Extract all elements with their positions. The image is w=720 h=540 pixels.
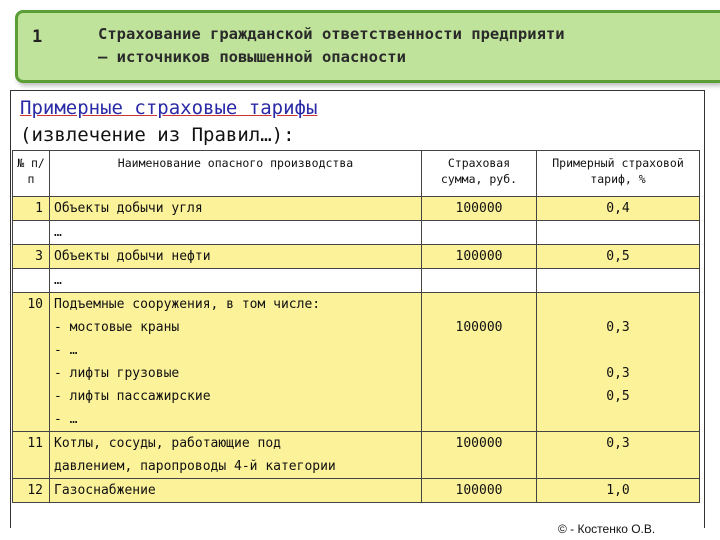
cell-sum (422, 269, 537, 293)
slide-number: 1 (32, 27, 43, 47)
cell-num (13, 197, 50, 221)
cell-name-line: - лифты пассажирские (54, 389, 211, 404)
cell-name (50, 269, 422, 293)
cell-name-line: - лифты грузовые (54, 366, 180, 381)
cell-rate (537, 197, 700, 221)
cell-num-value: 11 (27, 436, 43, 451)
cell-num-value: 3 (35, 249, 43, 264)
section-heading (20, 95, 317, 149)
table-row (13, 269, 700, 293)
cell-sum-line (426, 269, 532, 292)
cell-name (50, 245, 422, 269)
cell-sum (422, 432, 537, 479)
slide-title-line-2: – источников повышенной опасности (98, 48, 406, 66)
cell-rate-line: 0,5 (606, 389, 630, 404)
cell-num-value: 1 (35, 201, 43, 216)
cell-num-value (17, 221, 43, 244)
table-row (13, 479, 700, 503)
cell-name-line: - мостовые краны (54, 320, 180, 335)
cell-name (50, 221, 422, 245)
cell-name-line: Объекты добычи нефти (54, 249, 211, 264)
cell-sum-line (426, 221, 532, 244)
cell-rate (537, 245, 700, 269)
cell-name (50, 432, 422, 479)
title-banner (15, 10, 720, 83)
cell-sum (422, 221, 537, 245)
cell-rate-line (541, 408, 695, 431)
cell-num (13, 432, 50, 479)
cell-sum (422, 245, 537, 269)
cell-rate-line: 1,0 (606, 483, 630, 498)
cell-num (13, 221, 50, 245)
cell-name-line: - … (54, 343, 78, 358)
header-name: Наименование опасного производства (50, 151, 422, 197)
cell-sum (422, 197, 537, 221)
cell-sum-line: 100000 (455, 249, 503, 264)
cell-rate-line (541, 293, 695, 316)
cell-name (50, 293, 422, 432)
table-row (13, 245, 700, 269)
cell-sum-line: 100000 (455, 483, 503, 498)
cell-num-value: 12 (27, 483, 43, 498)
cell-sum-line: 100000 (455, 201, 503, 216)
cell-rate (537, 479, 700, 503)
slide-title-line-1: Страхование гражданской ответственности предприяти (98, 25, 565, 43)
cell-sum (422, 293, 537, 432)
cell-rate-line: 0,3 (606, 436, 630, 451)
slide-title (98, 23, 565, 69)
cell-rate-line: 0,5 (606, 249, 630, 264)
tariffs-table (12, 150, 700, 503)
cell-name-line: Котлы, сосуды, работающие под (54, 436, 281, 451)
table-row (13, 197, 700, 221)
cell-num (13, 293, 50, 432)
cell-sum-line (426, 455, 532, 478)
cell-name-line: давлением, паропроводы 4-й категории (54, 459, 336, 474)
cell-num-value: 10 (27, 297, 43, 312)
cell-sum-line (426, 362, 532, 385)
header-num: № п/п (13, 151, 50, 197)
cell-rate (537, 221, 700, 245)
cell-sum-line: 100000 (455, 320, 503, 335)
cell-name (50, 479, 422, 503)
cell-name-line: … (54, 273, 62, 288)
cell-sum-line (426, 339, 532, 362)
cell-sum-line (426, 293, 532, 316)
cell-name-line: Газоснабжение (54, 483, 156, 498)
cell-name-line: Объекты добычи угля (54, 201, 203, 216)
cell-name-line: Подъемные сооружения, в том числе: (54, 297, 321, 312)
cell-rate-line: 0,3 (606, 366, 630, 381)
cell-rate-line: 0,3 (606, 320, 630, 335)
table-body (13, 197, 700, 503)
cell-name-line: … (54, 225, 62, 240)
cell-num-value (17, 269, 43, 292)
cell-rate-line (541, 269, 695, 292)
cell-name-line: - … (54, 412, 78, 427)
header-rate: Примерный страховой тариф, % (537, 151, 700, 197)
cell-rate (537, 432, 700, 479)
cell-num (13, 245, 50, 269)
table-row (13, 221, 700, 245)
cell-name (50, 197, 422, 221)
table-row (13, 432, 700, 479)
heading-line-1: Примерные страховые тарифы (20, 97, 318, 119)
cell-sum-line (426, 385, 532, 408)
copyright-text: © - Костенко О.В. (558, 522, 656, 536)
cell-num (13, 269, 50, 293)
cell-rate-line: 0,4 (606, 201, 630, 216)
cell-rate-line (541, 221, 695, 244)
cell-rate-line (541, 339, 695, 362)
cell-sum (422, 479, 537, 503)
cell-rate (537, 269, 700, 293)
cell-sum-line: 100000 (455, 436, 503, 451)
cell-num (13, 479, 50, 503)
table-row (13, 293, 700, 432)
heading-line-2: (извлечение из Правил…): (20, 124, 295, 146)
cell-sum-line (426, 408, 532, 431)
cell-rate (537, 293, 700, 432)
header-sum: Страховая сумма, руб. (422, 151, 537, 197)
table-header-row (13, 151, 700, 197)
cell-rate-line (541, 455, 695, 478)
